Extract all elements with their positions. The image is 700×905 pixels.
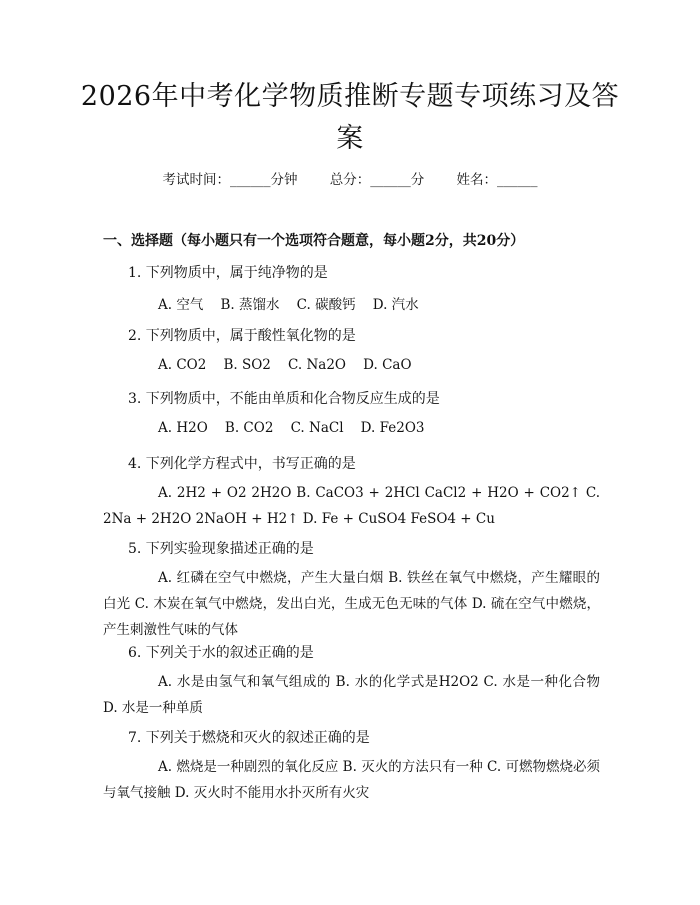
question-options: A. H2O B. CO2 C. NaCl D. Fe2O3 [158, 420, 425, 436]
question-stem: 3. 下列物质中，不能由单质和化合物反应生成的是 [128, 391, 440, 407]
question-stem: 1. 下列物质中，属于纯净物的是 [128, 265, 328, 281]
question-stem: 2. 下列物质中，属于酸性氧化物的是 [128, 328, 356, 344]
question-stem: 6. 下列关于水的叙述正确的是 [128, 645, 314, 661]
page-title: 2026年中考化学物质推断专题专项练习及答案 [80, 81, 620, 154]
section-heading: 一、选择题（每小题只有一个选项符合题意，每小题2分，共20分） [103, 233, 525, 249]
question-options: A. 水是由氢气和氧气组成的 B. 水的化学式是H2O2 C. 水是一种化合物 D. 水是一种单质 [103, 674, 600, 716]
question-options: A. 空气 B. 蒸馏水 C. 碳酸钙 D. 汽水 [158, 297, 419, 313]
question-options: A. 红磷在空气中燃烧，产生大量白烟 B. 铁丝在氧气中燃烧，产生耀眼的白光 C. 木炭在氧气中燃烧，发出白光，生成无色无味的气体 D. 硫在空气中燃烧，产生刺激性气味的气体 [103, 570, 600, 638]
question-stem: 7. 下列关于燃烧和灭火的叙述正确的是 [128, 730, 370, 746]
question-stem: 4. 下列化学方程式中，书写正确的是 [128, 456, 356, 472]
exam-meta [0, 168, 700, 188]
exam-time: 考试时间：______分钟 [162, 172, 298, 188]
question-options: A. 2H2 + O2 2H2O B. CaCO3 + 2HCl CaCl2 + H2O + CO2↑ C. 2Na + 2H2O 2NaOH + H2↑ D. Fe + CuSO4 FeSO4 + Cu [103, 485, 600, 527]
question-stem: 5. 下列实验现象描述正确的是 [128, 541, 314, 557]
question-options: A. 燃烧是一种剧烈的氧化反应 B. 灭火的方法只有一种 C. 可燃物燃烧必须与氧气接触 D. 灭火时不能用水扑灭所有火灾 [103, 759, 600, 801]
exam-score: 总分：______分 [329, 172, 425, 188]
exam-name: 姓名：______ [456, 172, 538, 188]
question-options: A. CO2 B. SO2 C. Na2O D. CaO [158, 357, 412, 373]
